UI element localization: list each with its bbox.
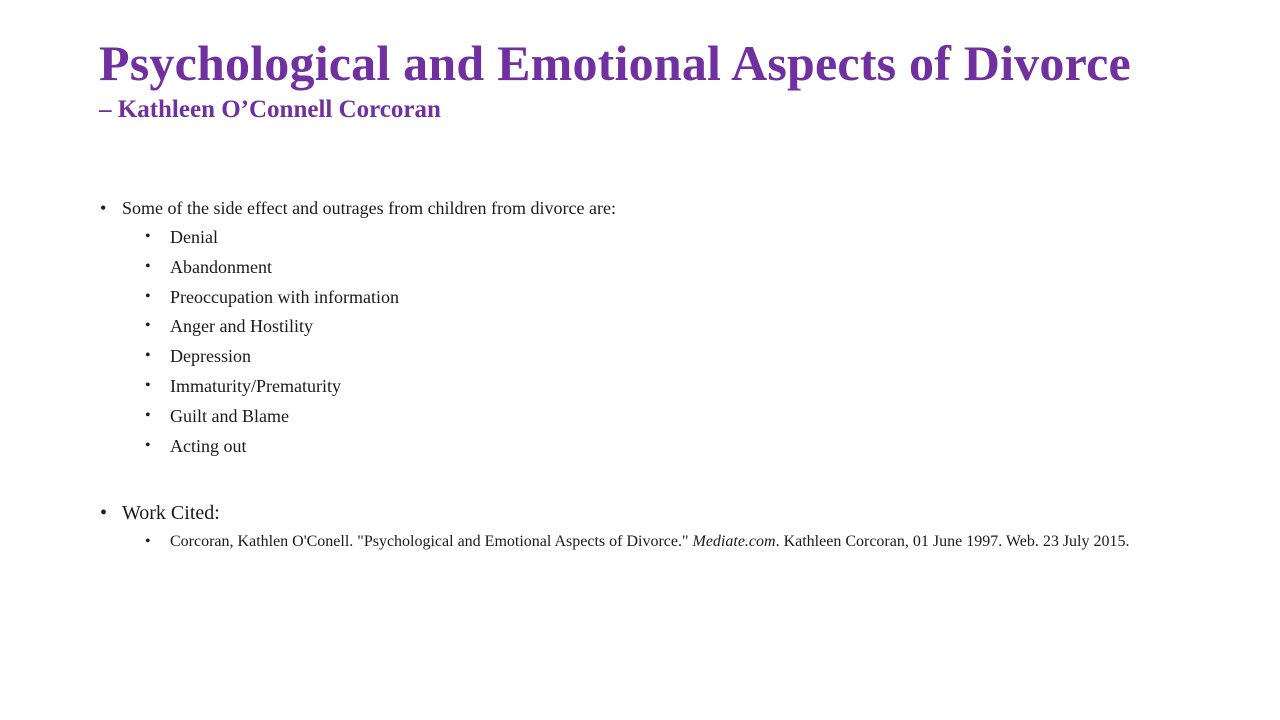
list-item: [99, 225, 1199, 249]
citation-item: [99, 532, 1199, 552]
list-item-text: Abandonment: [170, 256, 272, 277]
list-item: [99, 434, 1199, 458]
list-item: [99, 344, 1199, 368]
list-item-text: Anger and Hostility: [170, 316, 313, 337]
list-heading-item: [99, 196, 1199, 220]
list-item: [99, 404, 1199, 428]
work-cited-heading: Work Cited:: [122, 501, 220, 524]
effects-list: [99, 225, 1199, 458]
citation-part-2: . Kathleen Corcoran, 01 June 1997. Web. 23 July 2015.: [775, 532, 1130, 550]
bullet-icon: •: [145, 287, 151, 305]
list-item: [99, 374, 1199, 398]
citation-text: [170, 532, 1130, 552]
slide-content: [99, 196, 1199, 557]
bullet-icon: •: [145, 317, 151, 335]
bullet-icon: •: [145, 376, 151, 394]
list-item: [99, 255, 1199, 279]
list-item-text: Immaturity/Prematurity: [170, 375, 341, 396]
list-item: [99, 285, 1199, 309]
bullet-icon: •: [145, 347, 151, 365]
list-heading: Some of the side effect and outrages from children from divorce are:: [122, 198, 616, 218]
citation-part-1: Corcoran, Kathlen O'Conell. "Psychological and Emotional Aspects of Divorce.": [170, 532, 693, 550]
list-item-text: Guilt and Blame: [170, 405, 289, 426]
citation-source: Mediate.com: [692, 532, 776, 550]
citation-list: [99, 532, 1199, 552]
bullet-icon: •: [145, 406, 151, 424]
list-item-text: Preoccupation with information: [170, 286, 399, 307]
bullet-icon: •: [145, 228, 151, 245]
work-cited-heading-item: [99, 500, 1199, 526]
list-item-text: Acting out: [170, 435, 247, 456]
main-list: [99, 196, 1199, 220]
bullet-icon: •: [100, 198, 107, 218]
list-item-text: Denial: [170, 227, 218, 247]
bullet-icon: •: [100, 501, 108, 524]
bullet-icon: •: [145, 436, 151, 454]
slide-subtitle: – Kathleen O’Connell Corcoran: [99, 96, 441, 123]
list-item-text: Depression: [170, 346, 251, 367]
title-block: [99, 36, 1199, 125]
work-cited-list: [99, 500, 1199, 526]
list-item: [99, 314, 1199, 338]
bullet-icon: •: [145, 257, 151, 275]
slide-title: Psychological and Emotional Aspects of Divorce: [99, 35, 1131, 91]
bullet-icon: •: [145, 532, 151, 550]
